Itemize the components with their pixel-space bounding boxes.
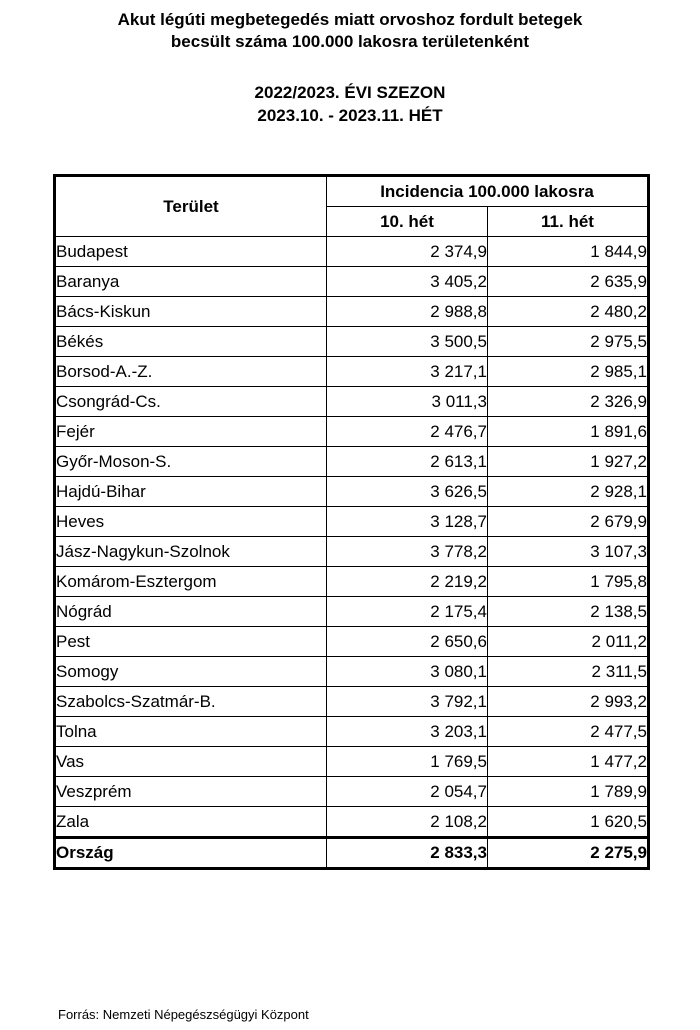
row-week-10-value: 3 626,5 xyxy=(327,477,488,507)
row-name: Nógrád xyxy=(55,597,327,627)
row-week-10-value: 2 613,1 xyxy=(327,447,488,477)
table-row xyxy=(55,507,649,537)
row-name: Baranya xyxy=(55,267,327,297)
row-week-10-value: 2 108,2 xyxy=(327,807,488,838)
table-row xyxy=(55,777,649,807)
row-week-10-value: 3 011,3 xyxy=(327,387,488,417)
row-week-11-value: 1 891,6 xyxy=(488,417,649,447)
row-week-11-value: 2 326,9 xyxy=(488,387,649,417)
table-row xyxy=(55,717,649,747)
header-week-10: 10. hét xyxy=(327,207,488,237)
table-row xyxy=(55,237,649,267)
row-week-11-value: 3 107,3 xyxy=(488,537,649,567)
row-week-10-value: 2 374,9 xyxy=(327,237,488,267)
table-row xyxy=(55,297,649,327)
row-name: Zala xyxy=(55,807,327,838)
row-week-10-value: 2 476,7 xyxy=(327,417,488,447)
row-week-10-value: 2 650,6 xyxy=(327,627,488,657)
row-week-11-value: 2 993,2 xyxy=(488,687,649,717)
row-name: Győr-Moson-S. xyxy=(55,447,327,477)
incidence-table xyxy=(53,174,650,870)
row-week-10-value: 3 128,7 xyxy=(327,507,488,537)
table-row xyxy=(55,687,649,717)
table-row xyxy=(55,657,649,687)
row-name: Veszprém xyxy=(55,777,327,807)
row-week-11-value: 2 011,2 xyxy=(488,627,649,657)
row-week-10-value: 2 175,4 xyxy=(327,597,488,627)
row-week-10-value: 3 217,1 xyxy=(327,357,488,387)
row-week-10-value: 3 405,2 xyxy=(327,267,488,297)
weeks-heading: 2023.10. - 2023.11. HÉT xyxy=(257,106,443,125)
row-name: Csongrád-Cs. xyxy=(55,387,327,417)
table-row xyxy=(55,627,649,657)
row-week-10-value: 3 080,1 xyxy=(327,657,488,687)
table-row xyxy=(55,597,649,627)
table-row xyxy=(55,387,649,417)
row-week-11-value: 2 480,2 xyxy=(488,297,649,327)
row-name: Bács-Kiskun xyxy=(55,297,327,327)
row-name: Szabolcs-Szatmár-B. xyxy=(55,687,327,717)
title-line-1: Akut légúti megbetegedés miatt orvoshoz fordult betegek xyxy=(117,10,583,29)
table-row xyxy=(55,807,649,838)
row-name: Budapest xyxy=(55,237,327,267)
row-week-10-value: 2 219,2 xyxy=(327,567,488,597)
table-row xyxy=(55,357,649,387)
row-week-11-value: 2 928,1 xyxy=(488,477,649,507)
row-week-11-value: 2 975,5 xyxy=(488,327,649,357)
row-name: Pest xyxy=(55,627,327,657)
row-week-11-value: 1 927,2 xyxy=(488,447,649,477)
row-week-10-value: 3 500,5 xyxy=(327,327,488,357)
row-week-11-value: 2 311,5 xyxy=(488,657,649,687)
header-area: Terület xyxy=(55,176,327,237)
row-name: Hajdú-Bihar xyxy=(55,477,327,507)
row-week-11-value: 2 477,5 xyxy=(488,717,649,747)
row-week-11-value: 2 635,9 xyxy=(488,267,649,297)
header-incidence: Incidencia 100.000 lakosra xyxy=(327,176,649,207)
row-name: Békés xyxy=(55,327,327,357)
row-name: Heves xyxy=(55,507,327,537)
row-week-11-value: 2 138,5 xyxy=(488,597,649,627)
row-week-11-value: 2 985,1 xyxy=(488,357,649,387)
row-week-10-value: 3 778,2 xyxy=(327,537,488,567)
row-name: Borsod-A.-Z. xyxy=(55,357,327,387)
row-name: Somogy xyxy=(55,657,327,687)
row-week-10-value: 3 792,1 xyxy=(327,687,488,717)
row-week-11-value: 2 679,9 xyxy=(488,507,649,537)
row-week-11-value: 1 795,8 xyxy=(488,567,649,597)
row-name: Tolna xyxy=(55,717,327,747)
source-note: Forrás: Nemzeti Népegészségügyi Központ xyxy=(58,1007,309,1022)
header-week-11: 11. hét xyxy=(488,207,649,237)
table-row xyxy=(55,477,649,507)
row-week-11-value: 1 844,9 xyxy=(488,237,649,267)
table-row xyxy=(55,537,649,567)
row-week-10-value: 1 769,5 xyxy=(327,747,488,777)
row-week-10-value: 3 203,1 xyxy=(327,717,488,747)
row-week-11-value: 1 620,5 xyxy=(488,807,649,838)
table-row xyxy=(55,447,649,477)
row-name: Ország xyxy=(55,838,327,869)
table-body xyxy=(55,237,649,869)
season-heading: 2022/2023. ÉVI SZEZON xyxy=(254,83,446,102)
row-name: Komárom-Esztergom xyxy=(55,567,327,597)
row-week-10-value: 2 054,7 xyxy=(327,777,488,807)
row-week-10-value: 2 833,3 xyxy=(327,838,488,869)
row-week-11-value: 1 789,9 xyxy=(488,777,649,807)
table-row-total xyxy=(55,838,649,869)
row-week-11-value: 2 275,9 xyxy=(488,838,649,869)
row-week-10-value: 2 988,8 xyxy=(327,297,488,327)
row-name: Jász-Nagykun-Szolnok xyxy=(55,537,327,567)
row-name: Fejér xyxy=(55,417,327,447)
table-row xyxy=(55,327,649,357)
table-row xyxy=(55,567,649,597)
row-week-11-value: 1 477,2 xyxy=(488,747,649,777)
title-line-2: becsült száma 100.000 lakosra területenként xyxy=(170,32,530,51)
table-row xyxy=(55,747,649,777)
row-name: Vas xyxy=(55,747,327,777)
table-row xyxy=(55,267,649,297)
table-row xyxy=(55,417,649,447)
